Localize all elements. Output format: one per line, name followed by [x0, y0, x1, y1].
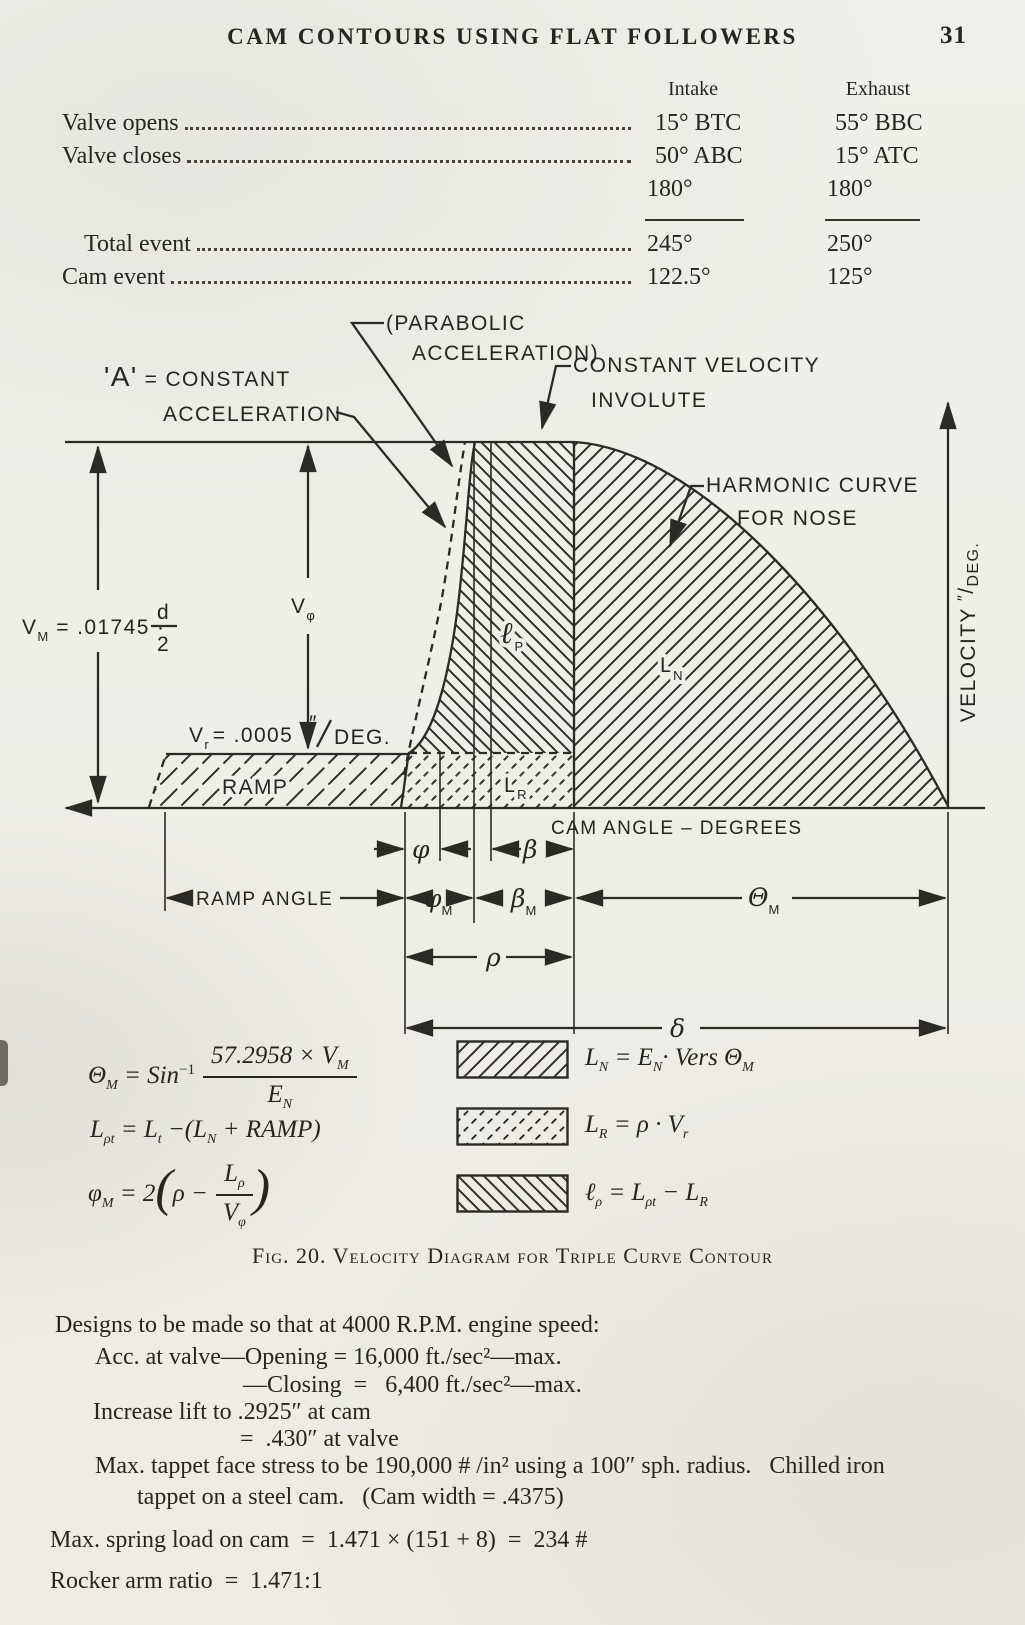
intake-value: 15° BTC — [655, 110, 742, 136]
note-line: Increase lift to .2925″ at cam — [93, 1399, 371, 1425]
col-header-exhaust: Exhaust — [845, 78, 911, 100]
legend-item-ln — [456, 1040, 754, 1079]
note-line: tappet on a steel cam. (Cam width = .4375) — [137, 1484, 564, 1510]
thetam-dim-label: $\Theta_M$ — [748, 883, 780, 917]
vr-label: $V_r = .0005$ — [189, 724, 294, 752]
note-line: Max. tappet face stress to be 190,000 # /in² using a 100″ sph. radius. Chilled iron — [95, 1453, 885, 1479]
delta-dim-label: δ — [670, 1014, 686, 1043]
lp-hatch-swatch — [456, 1174, 569, 1213]
note-line: = .430″ at valve — [240, 1426, 399, 1452]
note-line: Max. spring load on cam = 1.471 × (151 + 8) = 234 # — [50, 1527, 588, 1553]
page-number: 31 — [940, 22, 967, 49]
legend-label: $L_N = E_N\cdot$ Vers $\Theta_M$ — [585, 1043, 754, 1075]
exhaust-value: 15° ATC — [835, 143, 919, 169]
region-lr — [402, 753, 574, 807]
col-header-intake: Intake — [668, 78, 718, 100]
beta-dim-label: β — [523, 835, 538, 864]
vm-frac-den: 2 — [157, 633, 171, 656]
note-line: Rocker arm ratio = 1.471:1 — [50, 1568, 323, 1594]
parabolic-label-1: (PARABOLIC — [386, 312, 526, 335]
row-label: Total event — [84, 231, 191, 257]
formula-theta-m: $\Theta_M = Sin^{-1}$ $\frac{57.2958 \times V_M}{E_N}$ — [88, 1042, 357, 1113]
exhaust-value: 180° — [827, 176, 873, 202]
const-accel-label-2: ACCELERATION — [163, 403, 342, 426]
legend-label: ℓ$_\rho$ = $L_{\rho t} - L_R$ — [585, 1176, 708, 1210]
vr-unit-den: DEG. — [334, 726, 391, 749]
exhaust-value: 250° — [827, 231, 873, 257]
page-title: CAM CONTOURS USING FLAT FOLLOWERS — [227, 24, 798, 49]
rho-dim-label: ρ — [486, 943, 501, 972]
ln-hatch-swatch — [456, 1040, 569, 1079]
legend-item-lr — [456, 1107, 688, 1146]
parabolic-label-2: ACCELERATION) — [412, 342, 599, 365]
exhaust-value: 55° BBC — [835, 110, 923, 136]
formula-text: Θ — [88, 1062, 107, 1090]
vm-frac-num: d — [157, 601, 171, 624]
vr-unit-slash — [317, 720, 331, 747]
phim-dim-label: $\varphi_M$ — [424, 884, 453, 918]
formula-phi-m: $\varphi_M = 2(\rho$ − $\frac{L_\rho}{V_\varphi}$ ) — [88, 1160, 271, 1231]
intake-value: 50° ABC — [655, 143, 743, 169]
harmonic-label-1: HARMONIC CURVE — [706, 474, 919, 497]
scan-smudge — [0, 1040, 8, 1086]
note-line: —Closing = 6,400 ft./sec²—max. — [243, 1372, 582, 1398]
velocity-axis-label: $VELOCITY''/_{DEG.}$ — [954, 541, 982, 723]
involute-label-1: CONSTANT VELOCITY — [573, 354, 821, 377]
note-line: Designs to be made so that at 4000 R.P.M. engine speed: — [55, 1312, 600, 1338]
lr-region-label: $L_R$ — [504, 774, 527, 802]
fraction: $\frac{57.2958 \times V_M}{E_N}$ — [203, 1042, 357, 1113]
leader-involute — [542, 366, 571, 428]
formula-l-rho-t: $L_{\rho t} = L_t -(L_N$ + RAMP) — [90, 1116, 321, 1147]
dimension-rows — [167, 849, 945, 1028]
intake-value: 245° — [647, 231, 693, 257]
ramp-region-label: RAMP — [222, 776, 289, 799]
lr-hatch-swatch — [456, 1107, 569, 1146]
row-label: Valve opens — [62, 110, 179, 136]
figure-caption: Fig. 20. Velocity Diagram for Triple Curve Contour — [251, 1243, 774, 1268]
intake-value: 180° — [647, 176, 693, 202]
row-label: Cam event — [62, 264, 166, 290]
vphi-label: $V_\varphi$ — [291, 595, 315, 623]
leader-const-accel — [336, 412, 445, 527]
legend-label: $L_R = \rho \cdot V_r$ — [585, 1110, 689, 1142]
harmonic-label-2: FOR NOSE — [737, 507, 858, 530]
intake-value: 122.5° — [647, 264, 711, 290]
legend-item-lp — [456, 1174, 708, 1213]
note-line: Acc. at valve—Opening = 16,000 ft./sec²—max. — [95, 1344, 562, 1370]
const-accel-label-1: 'A' = CONSTANT — [104, 361, 291, 392]
cam-angle-axis-label: CAM ANGLE – DEGREES — [551, 818, 803, 839]
lp-region-label: ℓ $_P$ — [500, 616, 524, 654]
vm-formula-label: $V_M = .01745$ · — [22, 616, 166, 644]
vr-unit-num: ″ — [309, 712, 318, 735]
exhaust-value: 125° — [827, 264, 873, 290]
row-label: Valve closes — [62, 143, 182, 169]
involute-label-2: INVOLUTE — [591, 389, 708, 412]
ramp-angle-dim-label: RAMP ANGLE — [196, 889, 334, 910]
phi-dim-label: φ — [412, 835, 430, 864]
betam-dim-label: $\beta_M$ — [511, 884, 537, 918]
ln-region-label: $L_N$ — [660, 654, 683, 683]
